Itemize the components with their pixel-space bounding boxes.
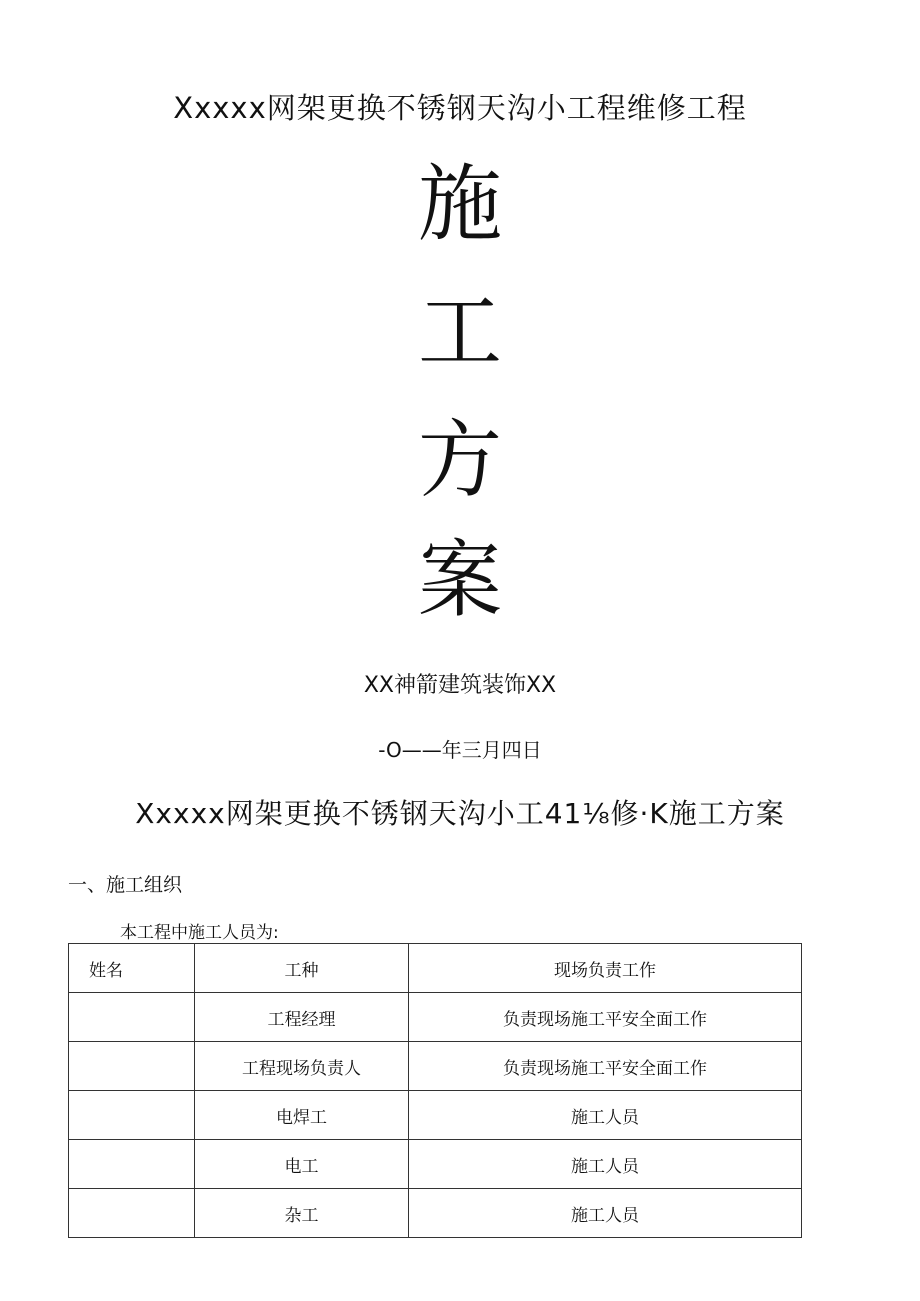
table-header-row bbox=[69, 944, 802, 993]
cell-trade: 杂工 bbox=[195, 1189, 409, 1238]
cell-duty: 施工人员 bbox=[409, 1091, 802, 1140]
header-duty: 现场负责工作 bbox=[409, 944, 802, 993]
table-row bbox=[69, 1091, 802, 1140]
cell-name bbox=[69, 1189, 195, 1238]
section-heading: 一、施工组织 bbox=[68, 874, 183, 896]
cover-title: Xxxxx网架更换不锈钢天沟小工程维修工程 bbox=[173, 91, 747, 125]
intro-text: 本工程中施工人员为: bbox=[120, 923, 279, 943]
table-row bbox=[69, 993, 802, 1042]
cell-trade: 工程经理 bbox=[195, 993, 409, 1042]
cell-name bbox=[69, 1042, 195, 1091]
cell-duty: 负责现场施工平安全面工作 bbox=[409, 993, 802, 1042]
cell-duty: 施工人员 bbox=[409, 1140, 802, 1189]
cell-trade: 工程现场负责人 bbox=[195, 1042, 409, 1091]
table-row bbox=[69, 1140, 802, 1189]
cell-name bbox=[69, 993, 195, 1042]
document-date: -O——年三月四日 bbox=[378, 738, 542, 762]
table-row bbox=[69, 1042, 802, 1091]
table-row bbox=[69, 1189, 802, 1238]
cell-duty: 施工人员 bbox=[409, 1189, 802, 1238]
cover-char-3: 方 bbox=[417, 411, 502, 509]
cell-name bbox=[69, 1091, 195, 1140]
company-name: XX神箭建筑装饰XX bbox=[363, 673, 557, 698]
cell-name bbox=[69, 1140, 195, 1189]
cell-duty: 负责现场施工平安全面工作 bbox=[409, 1042, 802, 1091]
document-title: Xxxxx网架更换不锈钢天沟小工41⅛修·K施工方案 bbox=[135, 797, 785, 830]
cover-char-1: 施 bbox=[417, 155, 502, 253]
cell-trade: 电焊工 bbox=[195, 1091, 409, 1140]
cell-trade: 电工 bbox=[195, 1140, 409, 1189]
header-trade: 工种 bbox=[195, 944, 409, 993]
staff-table bbox=[68, 943, 802, 1238]
cover-char-2: 工 bbox=[417, 283, 502, 381]
header-name: 姓名 bbox=[69, 944, 195, 993]
cover-char-4: 案 bbox=[417, 531, 502, 629]
